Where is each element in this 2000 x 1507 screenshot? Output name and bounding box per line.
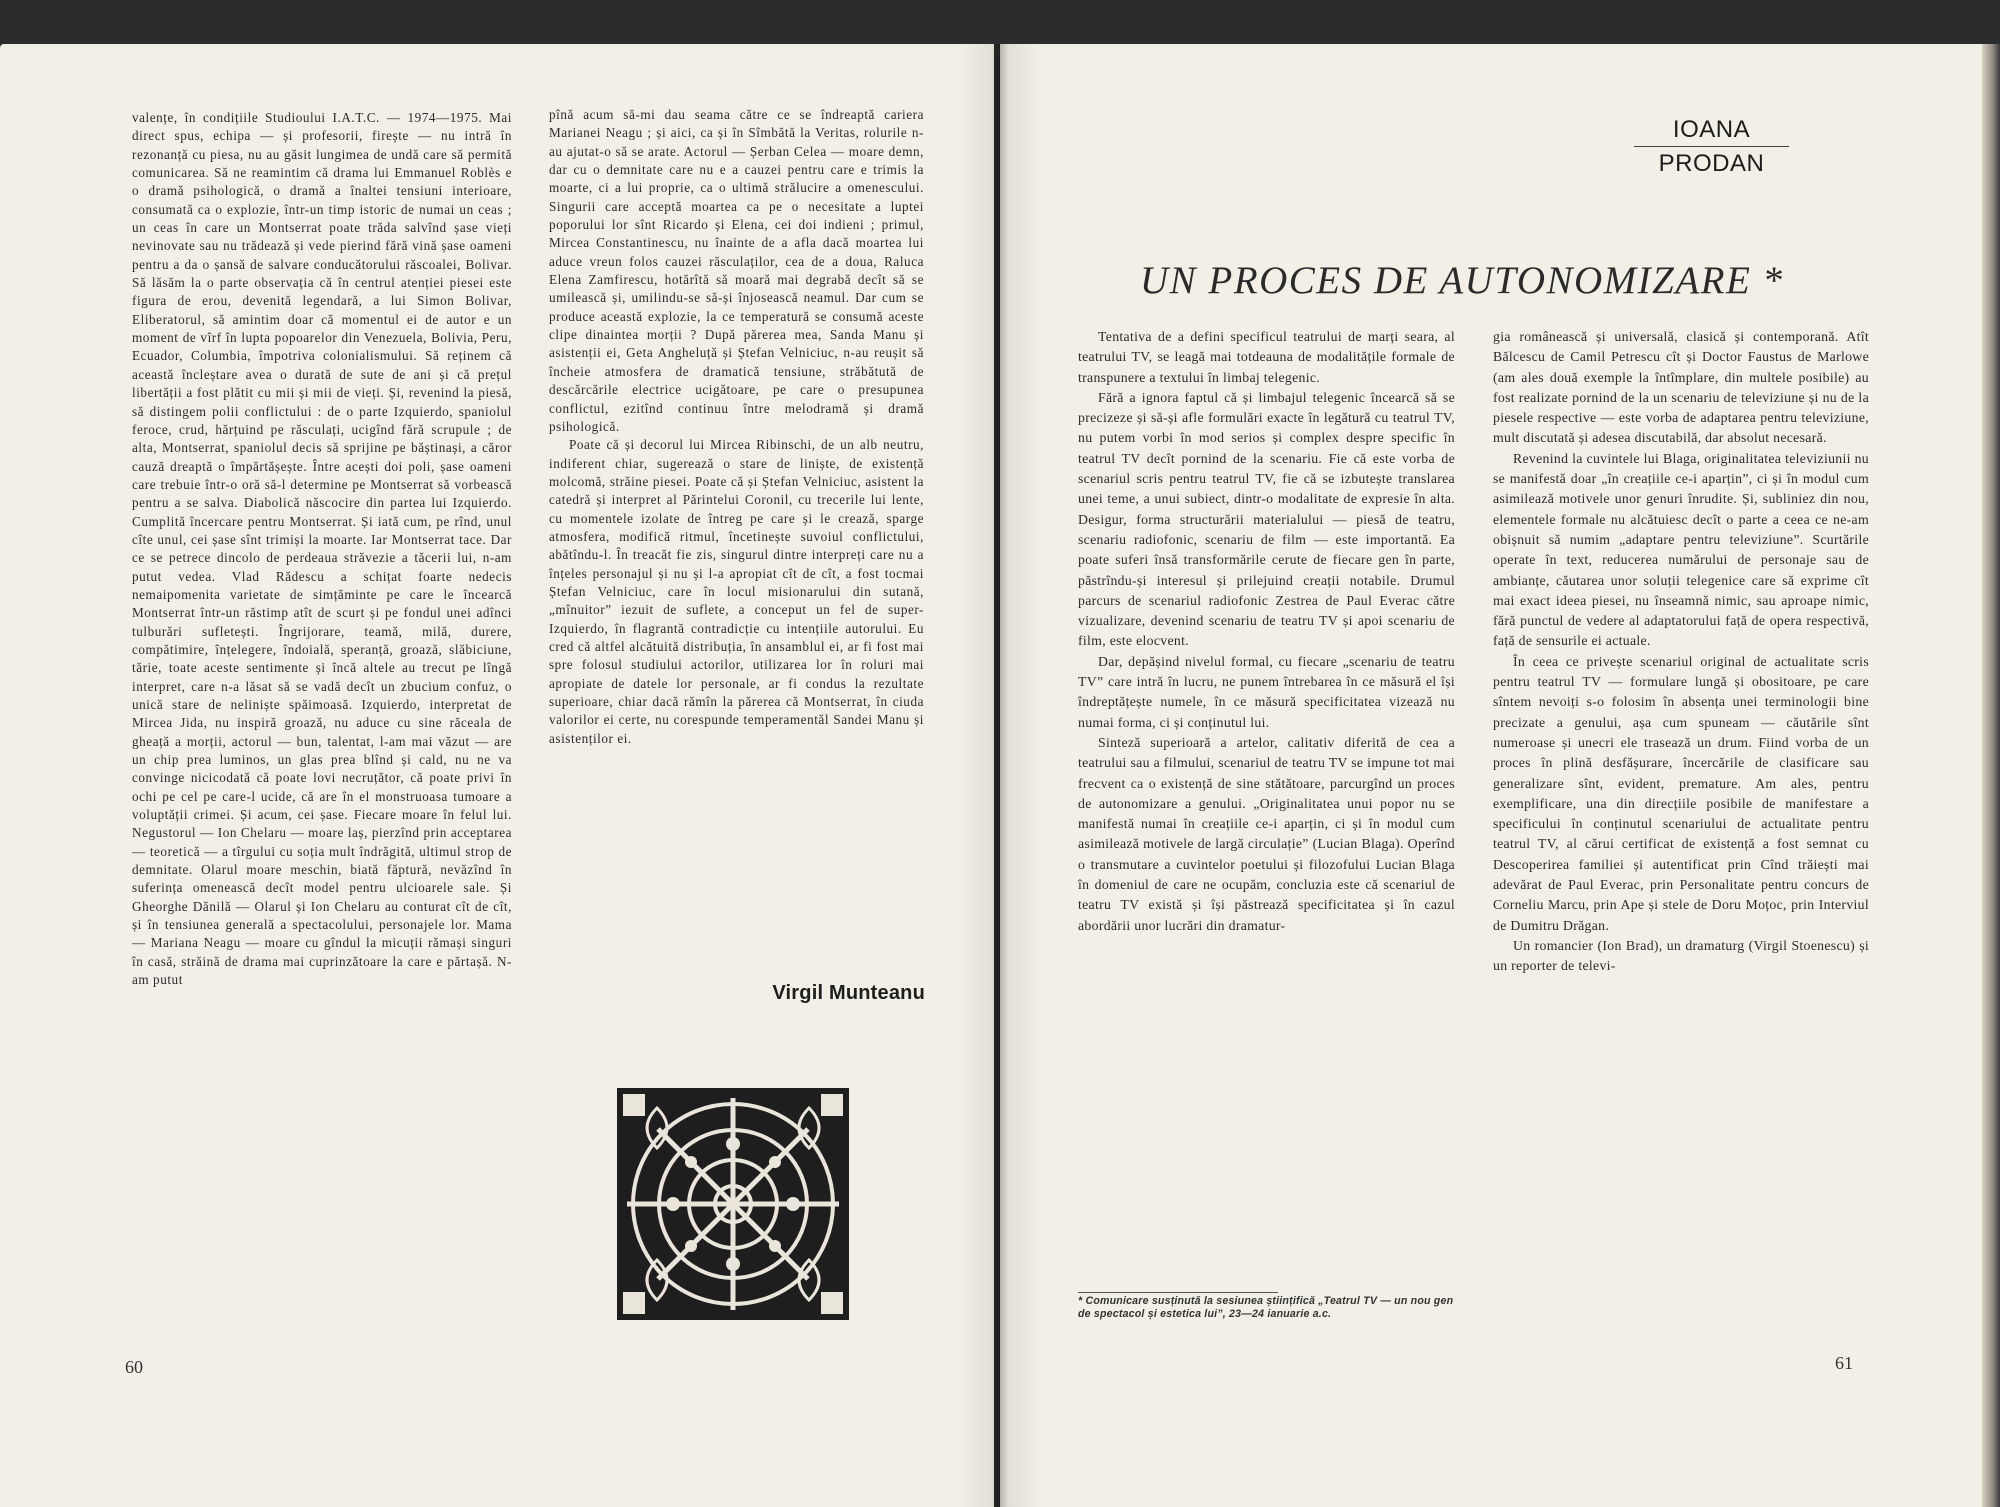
page-number: 61 (1835, 1353, 1853, 1373)
page-fore-edge (1982, 44, 2000, 1507)
author-divider (1634, 146, 1789, 147)
paragraph: Tentativa de a defini specificul teatrului de marți seara, al teatrului TV, se leagă mai totdeauna de modalitățile formale de transpunere a textului în limbaj telegenic. (1078, 329, 1455, 385)
paragraph: Fără a ignora faptul că și limbajul telegenic încearcă să se precizeze și să-și afle formulări exacte în legătură cu teatrul TV, nu putem vorbi în mod serios și complex despre specific în teatrul TV decît pornind de la scenariu. Fie că este vorba de scenariul scris pentru teatrul TV, fie că se izbutește translarea unei teme, a unui subiect, dintr-o modalitate de expresie în alta. Desigur, forma structurării materialului — piesă de teatru, scenariu radiofonic, scenariu de film — este importantă. Ea poate suferi însă transformările cerute de fiecare gen în parte, păstrîndu-și interesul și prilejuind creații notabile. Drumul parcurs de scenariul radiofonic Zestrea de Paul Everac către vizualizare, devenind scenariu de teatru TV și apoi scenariu de film, este elocvent. (1078, 389, 1455, 649)
author-first-name: IOANA (1672, 116, 1751, 143)
paragraph: Revenind la cuvintele lui Blaga, originalitatea televiziunii nu se manifestă doar „în creațiile ce-i aparțin”, ci și în modul cum asimilează motivele unor genuri înrudite. Și, subliniez din nou, elementele formale nu alcătuiesc decît o parte a ceea ce ne-am obișnuit să numim „adaptare pentru televiziune”. Scurtările operate în text, reducerea numărului de personaje sau de ambianțe, căutarea unor soluții telegenice care să exprime cît mai exact ideea piesei, nu înseamnă nimic, sau aproape nimic, fără punctul de vedere al adaptatorului față de opera respectivă, față de sensurile ei actuale. (1493, 450, 1869, 649)
paragraph: valențe, în condițiile Studioului I.A.T.C. — 1974—1975. Mai direct spus, echipa — și profesorii, firește — nu intră în rezonanță cu piesa, nu au găsit lungimea de undă care să permită comunicarea. Să ne reamintim că drama lui Emmanuel Roblès e o dramă psihologică, o dramă a înaltei tensiuni interioare, consumată ca o explozie, într-un timp istoric de numai un ceas ; un ceas în care un Montserrat poate trăda salvînd șase vieți nevinovate sau nu trădează și vede pierind fără vină șase oameni pentru a da o șansă de salvare conducătorului răscoalei, Bolivar. Să lăsăm la o parte observația că în centrul atenției piesei este figura de erou, devenită legendară, a lui Simon Bolivar, Eliberatorul, să amintim doar că momentul ei de autor e un moment de vîrf în lupta popoarelor din Venezuela, Bolivia, Peru, Ecuador, Columbia, împotriva colonialismului. Să reținem că această încleștare avea o durată de sute de ani și că prețul libertății a fost plătit cu mii și mii de vieți. Și, revenind la piesă, să distingem polii conflictului : de o parte Izquierdo, spaniolul feroce, crud, hărțuind pe răsculați, ucigînd fără scrupule ; de alta, Montserrat, spaniolul decis să sprijine pe băștinași, a căror cauză dreaptă o împărtășește. Între acești doi poli, șase oameni care trebuie într-o oră să-l determine pe Montserrat să vorbească pentru a se salva. Diabolică născocire din partea lui Izquierdo. Cumplită încercare pentru Montserrat. Și iată cum, pe rînd, unul cîte unul, cei șase sînt trimiși la moarte. Iar Montserrat tace. Dar ce se petrece dincolo de perdeaua străvezie a tăcerii lui, n-am putut vedea. Vlad Rădescu a schițat foarte nedecis nemaipomenita varietate de simțăminte pe care le încearcă Montserrat într-un răstimp atît de scurt și pe fondul unei adînci tulburări sufletești. Îngrijorare, teamă, milă, durere, compătimire, înțelegere, îndoială, speranță, groază, slăbiciune, tărie, toate aceste sentimente și încă altele au trecut pe lîngă interpret, care n-a lăsat să se vadă decît un zbucium confuz, o unică stare de neliniște spăimoasă. Izquierdo, interpretat de Mircea Jida, nu inspiră groază, nu aduce cu sine răceala de gheață a morții, actorul — bun, talentat, l-am mai văzut — are un chip prea luminos, un glas prea blînd și cald, nu ne va convinge nicicodată că poate lovi necruțător, că poate privi în ochi pe cel pe care-l ucide, că are în el monstruoasa tumoare a voluptății crimei. Și acum, cei șase. Fiecare moare în felul lui. Negustorul — Ion Chelaru — moare laș, pierzînd prin acceptarea — teoretică — a tîrgului cu soția mult îndrăgită, ultimul strop de demnitate. Olarul moare meschin, biată făptură, nevăzînd în suferința omenească decît model pentru ulcioarele sale. Și Gheorghe Dănilă — Olarul și Ion Chelaru au conturat cît de cît, și în tensiunea generală a spectacolului, personajele lor. Mama — Mariana Neagu — moare cu gîndul la micuții rămași singuri în casă, străină de drama mai cuprinzătoare la care e părtașă. N-am putut (132, 110, 512, 988)
text-column-4 (1493, 327, 1869, 977)
text-column-1 (132, 109, 512, 990)
text-column-2 (549, 106, 924, 748)
paragraph: Un romancier (Ion Brad), un dramaturg (Virgil Stoenescu) și un reporter de televi- (1493, 937, 1869, 974)
footnote: * Comunicare susținută la sesiunea științifică „Teatrul TV — un nou gen de spectacol și estetica lui”, 23—24 ianuarie a.c. (1078, 1295, 1454, 1321)
text-column-3 (1078, 327, 1455, 936)
paragraph: pînă acum să-mi dau seama către ce se îndreaptă cariera Marianei Neagu ; și aici, ca și în Sîmbătă la Veritas, rolurile n-au ajutat-o să se arate. Actorul — Șerban Celea — moare demn, dar cu o demnitate care nu e a cauzei pentru care e trimis la moarte, ci a lui proprie, ca o ultimă strălucire a omenescului. Singurii care acceptă moartea ca pe o necesitate a luptei poporului lor sînt Ricardo și Elena, cei doi indieni ; primul, Mircea Constantinescu, nu înainte de a afla dacă moartea lui aduce vreun folos cauzei răsculaților, cea de a doua, Raluca Elena Zamfirescu, hotărîtă să moară mai degrabă decît să se umilească și, umilindu-se să-și înjosească neamul. Dar cum se produce această explozie, la ce temperatură se consumă aceste clipe dinaintea morții ? După părerea mea, Sanda Manu și asistenții ei, Geta Angheluță și Ștefan Velniciuc, n-au reușit să încheie atmosfera de dramatică tensiune, străbătută de descărcările electrice ucigătoare, pe care o presupunea conflictul, ezitînd continuu între melodramă și dramă psihologică. (549, 107, 924, 434)
paragraph: Poate că și decorul lui Mircea Ribinschi, de un alb neutru, indiferent chiar, sugerează o stare de liniște, de existență molcomă, străine piesei. Poate că și Ștefan Velniciuc, asistent la catedră și interpret al Părintelui Coronil, cu trecerile lui lente, cu momentele izolate de întreg pe care și le crează, sparge atmosfera, modifică ritmul, încetinește suvoiul conflictului, abătîndu-l. În treacăt fie zis, singurul dintre interpreți care nu a înțeles personajul și nu și l-a apropiat cît de cît, a fost tocmai Ștefan Velniciuc, care în locul misionarului din sutană, „mînuitor” iezuit de suflete, a conceput un fel de super-Izquierdo, în flagrantă contradicție cu intențiile autorului. Eu cred că altfel alcătuită distribuția, în ansamblul ei, ar fi fost mai spre folosul studiului actorilor, utilizarea lor în roluri mai apropiate de datele lor personale, ar fi condus la rezultate superioare, chiar dacă rămîn la părerea că Montserrat, în ciuda valorilor ei certe, nu corespunde temperamentăl Sandei Manu și asistenților ei. (549, 437, 924, 746)
paragraph: gia românească și universală, clasică și contemporană. Atît Bălcescu de Camil Petrescu cît și Doctor Faustus de Marlowe (am ales două exemple la întîmplare, din multele posibile) au fost realizate pornind de la un scenariu de televiziune și nu de la piesele respective — este vorba de adaptarea pentru televiziune, mult discutată și adesea discutabilă, dar absolut necesară. (1493, 329, 1869, 446)
paragraph: În ceea ce privește scenariul original de actualitate scris pentru teatrul TV — formulare lungă și obositoare, pe care sîntem nevoiți s-o folosim în absența unei terminologii bine precizate a genului, așa cum spuneam — căutările sînt numeroase și unecri ele trasează un drum. Fiind vorba de un proces în plină desfășurare, încercările de clasificare sau generalizare sînt, evident, premature. Am ales, pentru exemplificare, una din direcțiile posibile de manifestare a specificului în conținutul scenariului de actualitate pentru teatrul TV, al cărui certificat de existență a fost semnat cu Descoperirea familiei și autentificat prin Cînd trăiești mai adevărat de Paul Everac, prin Personalitate pentru concurs de Corneliu Marcu, prin Ape și stele de Doru Moțoc, prin Interviul de Dumitru Drăgan. (1493, 653, 1869, 933)
folk-ornament-image (617, 1088, 849, 1320)
paragraph: Dar, depășind nivelul formal, cu fiecare „scenariu de teatru TV” care intră în lucru, ne punem întrebarea în ce măsură el își îndreptățește numele, în ce măsură specificitatea vizează nu numai forma, ci și conținutul lui. (1078, 653, 1455, 730)
book-spine (960, 44, 1040, 1507)
article-author (1630, 114, 1793, 179)
author-last-name: PRODAN (1658, 150, 1765, 177)
author-signature: Virgil Munteanu (772, 982, 925, 1004)
page-number: 60 (125, 1357, 143, 1377)
paragraph: Sinteză superioară a artelor, calitativ diferită de cea a teatrului sau a filmului, scenariul de teatru TV se impune tot mai frecvent ca o existență de sine stătătoare, parcurgînd un proces de autonomizare a genului. „Originalitatea unui popor nu se manifestă numai în creațiile ce-i aparțin, ci și în modul cum asimilează motivele de largă circulație” (Lucian Blaga). Operînd o transmutare a cuvintelor poetului și filozofului Lucian Blaga în domeniul de care ne ocupăm, concluzia este că scenariul de teatru TV există și își păstrează specificitatea și în cazul abordării unor lucrări din dramatur- (1078, 734, 1455, 933)
footnote-divider (1078, 1292, 1278, 1293)
article-title: UN PROCES DE AUTONOMIZARE * (1140, 259, 1784, 302)
